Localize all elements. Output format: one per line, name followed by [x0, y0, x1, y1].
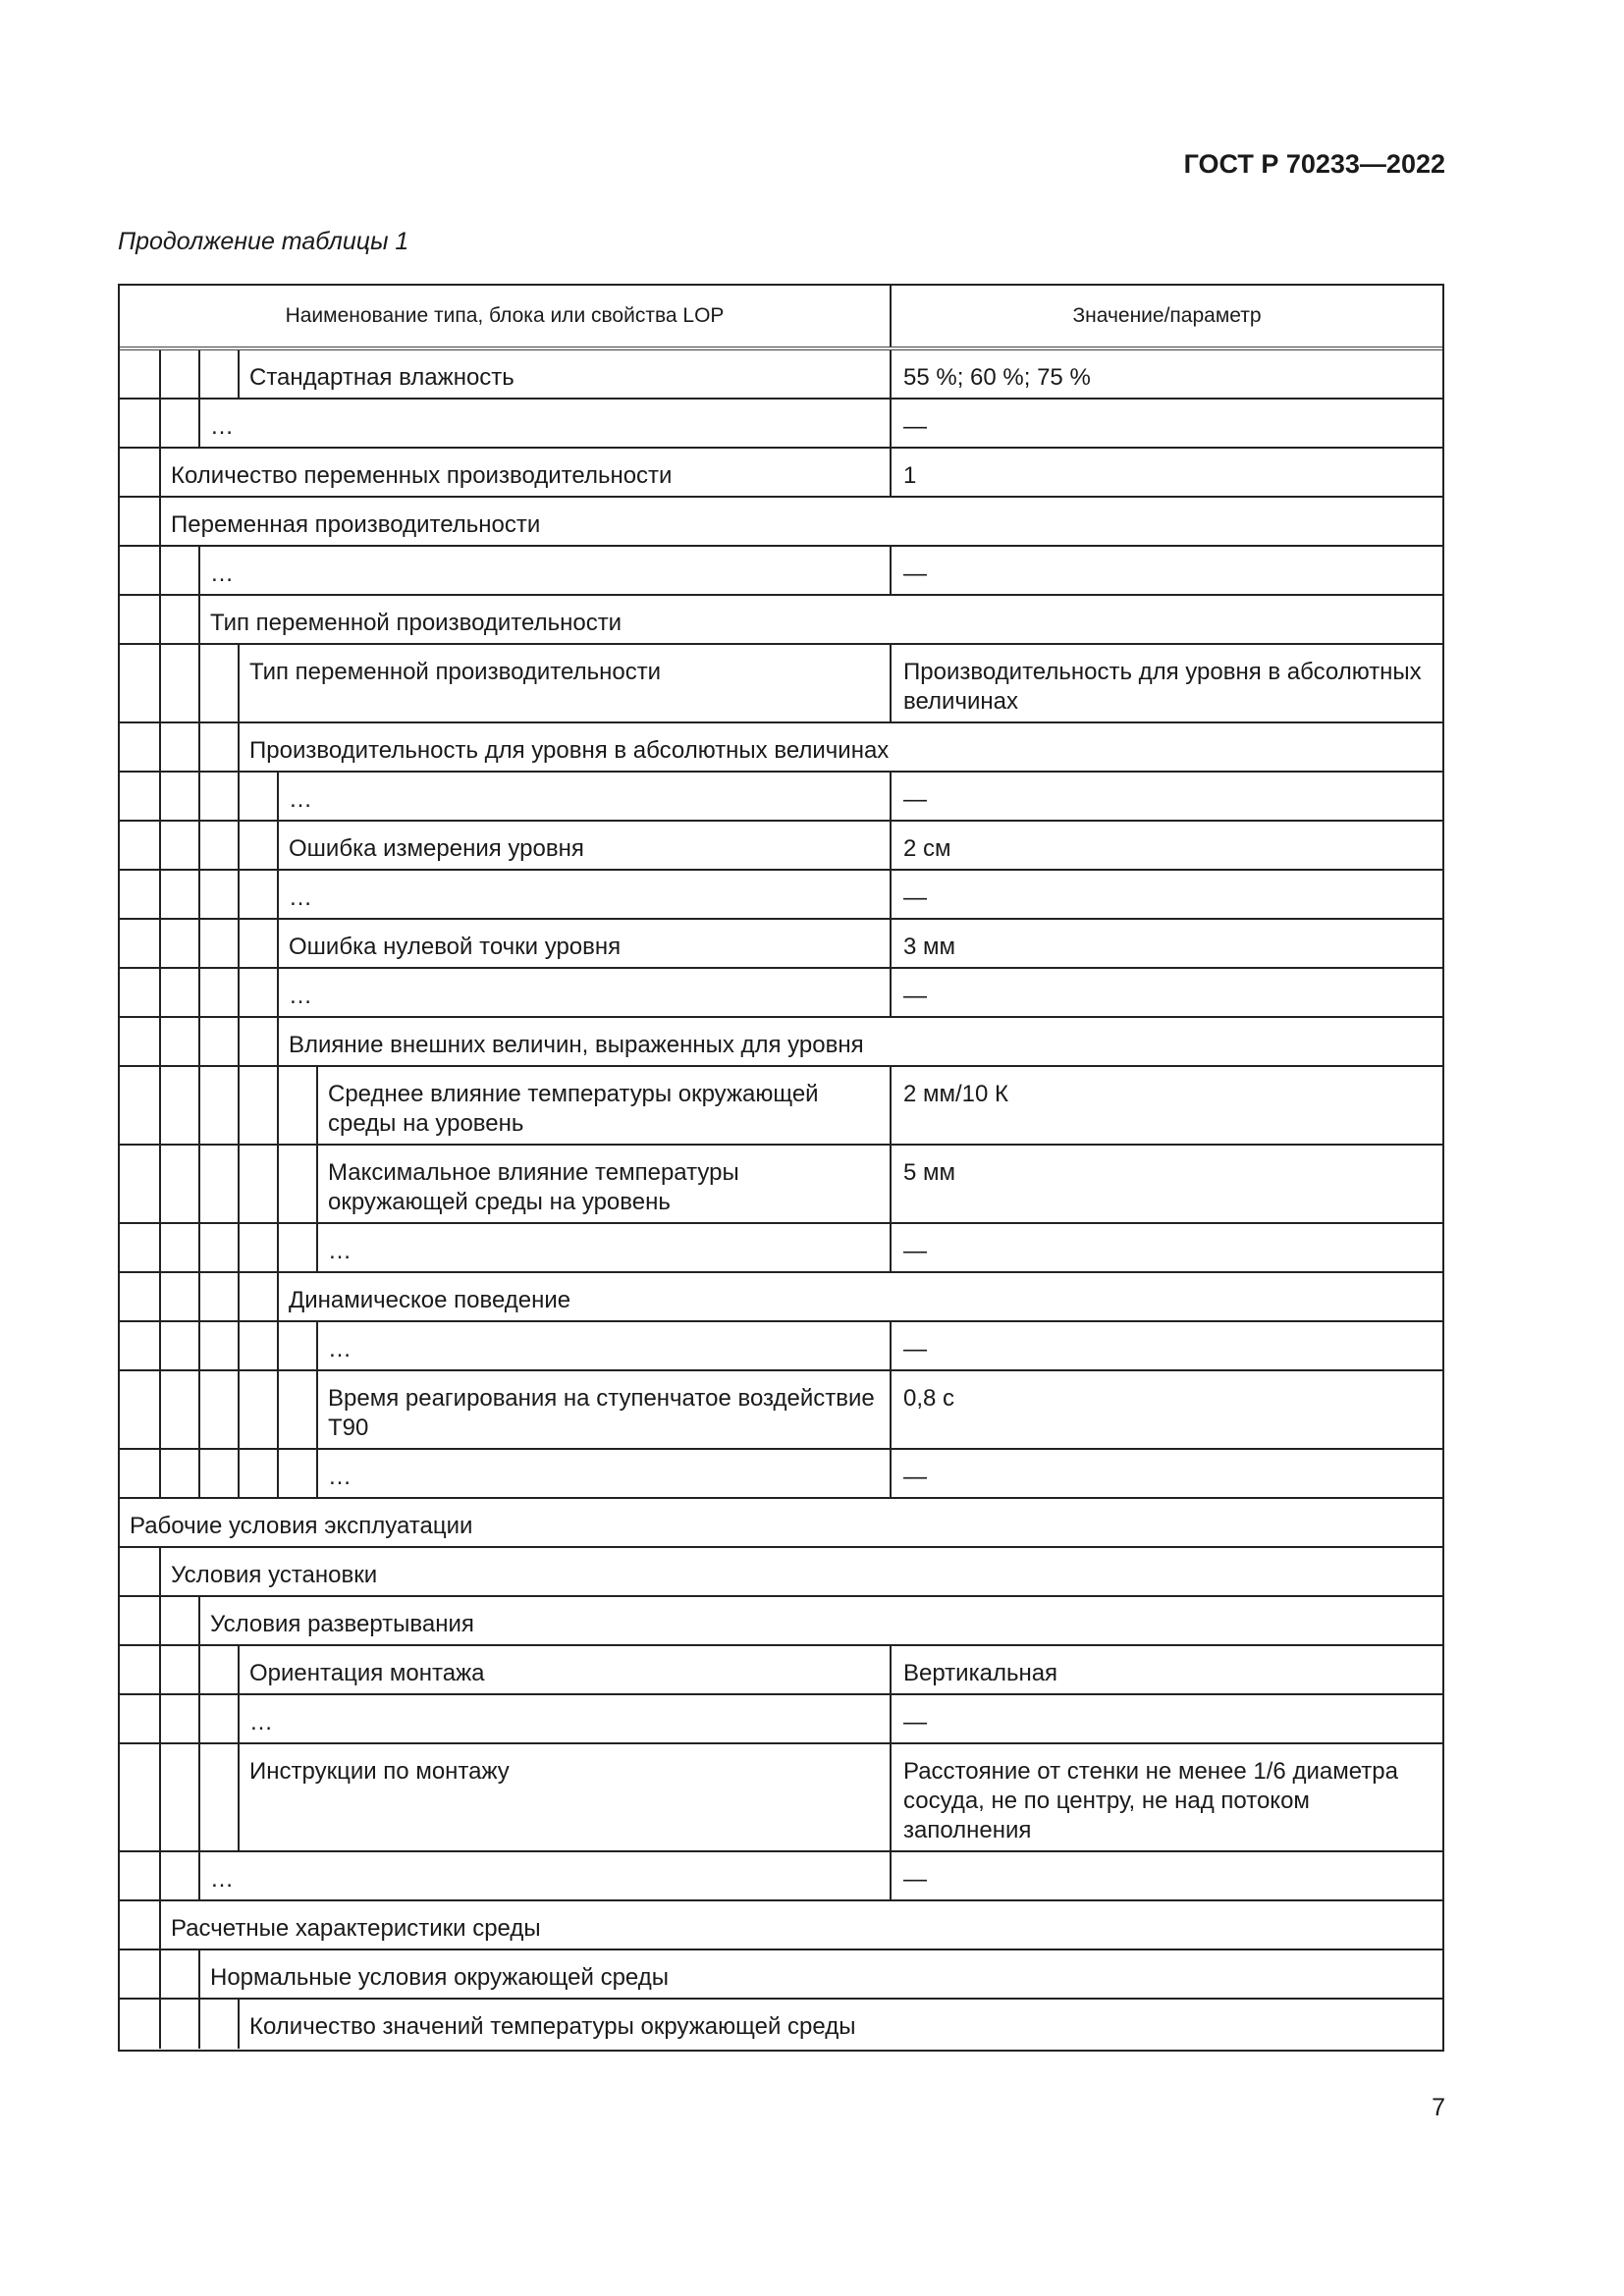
row-label: … — [328, 1464, 352, 1490]
indent-line — [238, 871, 240, 918]
indent-line — [159, 1695, 161, 1742]
table-row — [120, 723, 1442, 773]
indent-line — [277, 1224, 279, 1271]
table-row — [120, 1548, 1442, 1597]
indent-line — [198, 920, 200, 967]
indent-line — [159, 1597, 161, 1644]
row-value: — — [890, 400, 1442, 447]
indent-line — [198, 1146, 200, 1222]
indent-line — [238, 1018, 240, 1065]
indent-line — [159, 1224, 161, 1271]
indent-line — [316, 1067, 318, 1144]
indent-line — [316, 1146, 318, 1222]
indent-line — [277, 1067, 279, 1144]
row-label: Рабочие условия эксплуатации — [130, 1513, 473, 1539]
table-row — [120, 645, 1442, 723]
indent-line — [198, 350, 200, 398]
indent-line — [277, 1146, 279, 1222]
row-value: Производительность для уровня в абсолютных величинах — [890, 645, 1442, 721]
indent-line — [159, 969, 161, 1016]
row-label: Условия установки — [171, 1562, 378, 1588]
row-value: — — [890, 773, 1442, 820]
indent-line — [159, 498, 161, 545]
table-row — [120, 1224, 1442, 1273]
indent-line — [238, 1273, 240, 1320]
document-standard-number: ГОСТ Р 70233—2022 — [1183, 149, 1445, 179]
indent-line — [238, 1224, 240, 1271]
indent-line — [159, 449, 161, 496]
indent-line — [198, 1273, 200, 1320]
indent-line — [277, 1018, 279, 1065]
table-row — [120, 1450, 1442, 1499]
table-row — [120, 920, 1442, 969]
indent-line — [277, 969, 279, 1016]
indent-line — [159, 1852, 161, 1899]
table-row — [120, 1744, 1442, 1852]
indent-line — [238, 350, 240, 398]
row-value: 2 мм/10 К — [890, 1067, 1442, 1144]
indent-line — [159, 350, 161, 398]
indent-line — [159, 2000, 161, 2049]
indent-line — [238, 773, 240, 820]
indent-line — [159, 1273, 161, 1320]
indent-line — [277, 920, 279, 967]
indent-line — [159, 1322, 161, 1369]
row-label: Динамическое поведение — [289, 1287, 571, 1313]
row-label: Условия развертывания — [210, 1611, 474, 1637]
table-row — [120, 596, 1442, 645]
row-value: — — [890, 1322, 1442, 1369]
indent-line — [159, 596, 161, 643]
indent-line — [159, 400, 161, 447]
row-label: Производительность для уровня в абсолютных величинах — [249, 737, 890, 764]
table-row — [120, 1597, 1442, 1646]
row-value: — — [890, 871, 1442, 918]
indent-line — [198, 1018, 200, 1065]
row-label: Нормальные условия окружающей среды — [210, 1964, 669, 1991]
indent-line — [198, 645, 200, 721]
indent-line — [198, 1744, 200, 1850]
indent-line — [316, 1371, 318, 1448]
indent-line — [316, 1322, 318, 1369]
row-label: Стандартная влажность — [249, 364, 514, 391]
table-row — [120, 350, 1442, 400]
indent-line — [238, 1744, 240, 1850]
row-label: … — [289, 786, 312, 813]
indent-line — [159, 1744, 161, 1850]
indent-line — [198, 1067, 200, 1144]
indent-line — [198, 2000, 200, 2049]
indent-line — [198, 822, 200, 869]
table-row — [120, 871, 1442, 920]
table-row — [120, 1067, 1442, 1146]
indent-line — [159, 1018, 161, 1065]
indent-line — [159, 1901, 161, 1949]
indent-line — [159, 1548, 161, 1595]
table-row — [120, 969, 1442, 1018]
indent-line — [277, 822, 279, 869]
table-row — [120, 449, 1442, 498]
indent-line — [198, 723, 200, 771]
row-value: 3 мм — [890, 920, 1442, 967]
indent-line — [277, 1371, 279, 1448]
indent-line — [159, 645, 161, 721]
row-label: Тип переменной производительности — [210, 610, 623, 636]
indent-line — [277, 773, 279, 820]
table-row — [120, 1499, 1442, 1548]
row-value: 55 %; 60 %; 75 % — [890, 350, 1442, 398]
indent-line — [198, 1950, 200, 1998]
table-row — [120, 1695, 1442, 1744]
indent-line — [198, 547, 200, 594]
header-value-column: Значение/параметр — [1072, 304, 1262, 327]
indent-line — [316, 1450, 318, 1497]
indent-line — [238, 1146, 240, 1222]
table-row — [120, 1322, 1442, 1371]
indent-line — [238, 822, 240, 869]
indent-line — [198, 969, 200, 1016]
row-label: Расчетные характеристики среды — [171, 1915, 541, 1942]
row-value: — — [890, 1695, 1442, 1742]
indent-line — [238, 723, 240, 771]
indent-line — [238, 1646, 240, 1693]
indent-line — [159, 1371, 161, 1448]
row-label: … — [210, 1866, 234, 1893]
indent-line — [277, 1273, 279, 1320]
row-label: Количество переменных производительности — [171, 462, 673, 489]
row-value: — — [890, 969, 1442, 1016]
row-label: Количество значений температуры окружающей среды — [249, 2013, 856, 2040]
table-row — [120, 1146, 1442, 1224]
row-label: … — [328, 1336, 352, 1362]
row-value: — — [890, 1852, 1442, 1899]
table-row — [120, 1018, 1442, 1067]
indent-line — [159, 547, 161, 594]
indent-line — [159, 871, 161, 918]
table-row — [120, 1273, 1442, 1322]
row-label: … — [249, 1709, 273, 1735]
table-row — [120, 1371, 1442, 1450]
indent-line — [159, 1950, 161, 1998]
indent-line — [198, 871, 200, 918]
indent-line — [238, 645, 240, 721]
table-row — [120, 1901, 1442, 1950]
row-label: Среднее влияние температуры окружающей среды на уровень — [328, 1081, 819, 1137]
table-row — [120, 1950, 1442, 2000]
row-value: 2 см — [890, 822, 1442, 869]
indent-line — [198, 1322, 200, 1369]
row-label: … — [210, 413, 234, 440]
table-row — [120, 400, 1442, 449]
row-label: Ошибка нулевой точки уровня — [289, 934, 622, 960]
indent-line — [277, 1322, 279, 1369]
row-label: … — [289, 983, 312, 1009]
indent-line — [159, 1146, 161, 1222]
row-value: — — [890, 547, 1442, 594]
indent-line — [238, 969, 240, 1016]
table-row — [120, 822, 1442, 871]
indent-line — [238, 920, 240, 967]
indent-line — [198, 1224, 200, 1271]
indent-line — [159, 1450, 161, 1497]
table-row — [120, 547, 1442, 596]
row-label: … — [289, 884, 312, 911]
indent-line — [198, 1646, 200, 1693]
row-value: Вертикальная — [890, 1646, 1442, 1693]
row-value: — — [890, 1224, 1442, 1271]
row-label: Влияние внешних величин, выраженных для уровня — [289, 1032, 864, 1058]
indent-line — [238, 1371, 240, 1448]
table-row — [120, 498, 1442, 547]
row-value: 5 мм — [890, 1146, 1442, 1222]
row-label: Ошибка измерения уровня — [289, 835, 584, 862]
table-row — [120, 1646, 1442, 1695]
indent-line — [159, 723, 161, 771]
table-caption: Продолжение таблицы 1 — [118, 228, 409, 255]
indent-line — [238, 1450, 240, 1497]
lop-table — [118, 284, 1444, 2052]
indent-line — [159, 822, 161, 869]
indent-line — [198, 596, 200, 643]
row-label: Время реагирования на ступенчатое воздействие Т90 — [328, 1385, 875, 1441]
indent-line — [198, 1450, 200, 1497]
indent-line — [159, 920, 161, 967]
row-value: — — [890, 1450, 1442, 1497]
indent-line — [198, 1371, 200, 1448]
indent-line — [238, 2000, 240, 2049]
indent-line — [277, 1450, 279, 1497]
row-label: … — [328, 1238, 352, 1264]
table-row — [120, 2000, 1442, 2049]
indent-line — [238, 1067, 240, 1144]
indent-line — [159, 1646, 161, 1693]
indent-line — [316, 1224, 318, 1271]
row-label: Переменная производительности — [171, 511, 541, 538]
indent-line — [198, 1597, 200, 1644]
table-row — [120, 773, 1442, 822]
row-label: Ориентация монтажа — [249, 1660, 485, 1686]
row-label: … — [210, 561, 234, 587]
indent-line — [198, 1852, 200, 1899]
row-value: 0,8 с — [890, 1371, 1442, 1448]
row-label: Тип переменной производительности — [249, 659, 662, 685]
table-header — [120, 286, 1442, 350]
page-number: 7 — [1432, 2094, 1445, 2121]
indent-line — [159, 1067, 161, 1144]
indent-line — [198, 400, 200, 447]
indent-line — [159, 773, 161, 820]
indent-line — [277, 871, 279, 918]
indent-line — [238, 1695, 240, 1742]
row-label: Максимальное влияние температуры окружающей среды на уровень — [328, 1159, 739, 1215]
header-name-column: Наименование типа, блока или свойства LOP — [120, 286, 892, 347]
table-row — [120, 1852, 1442, 1901]
indent-line — [198, 773, 200, 820]
indent-line — [238, 1322, 240, 1369]
row-value: Расстояние от стенки не менее 1/6 диаметра сосуда, не по центру, не над потоком заполнения — [890, 1744, 1442, 1850]
indent-line — [198, 1695, 200, 1742]
row-label: Инструкции по монтажу — [249, 1758, 510, 1785]
row-value: 1 — [890, 449, 1442, 496]
